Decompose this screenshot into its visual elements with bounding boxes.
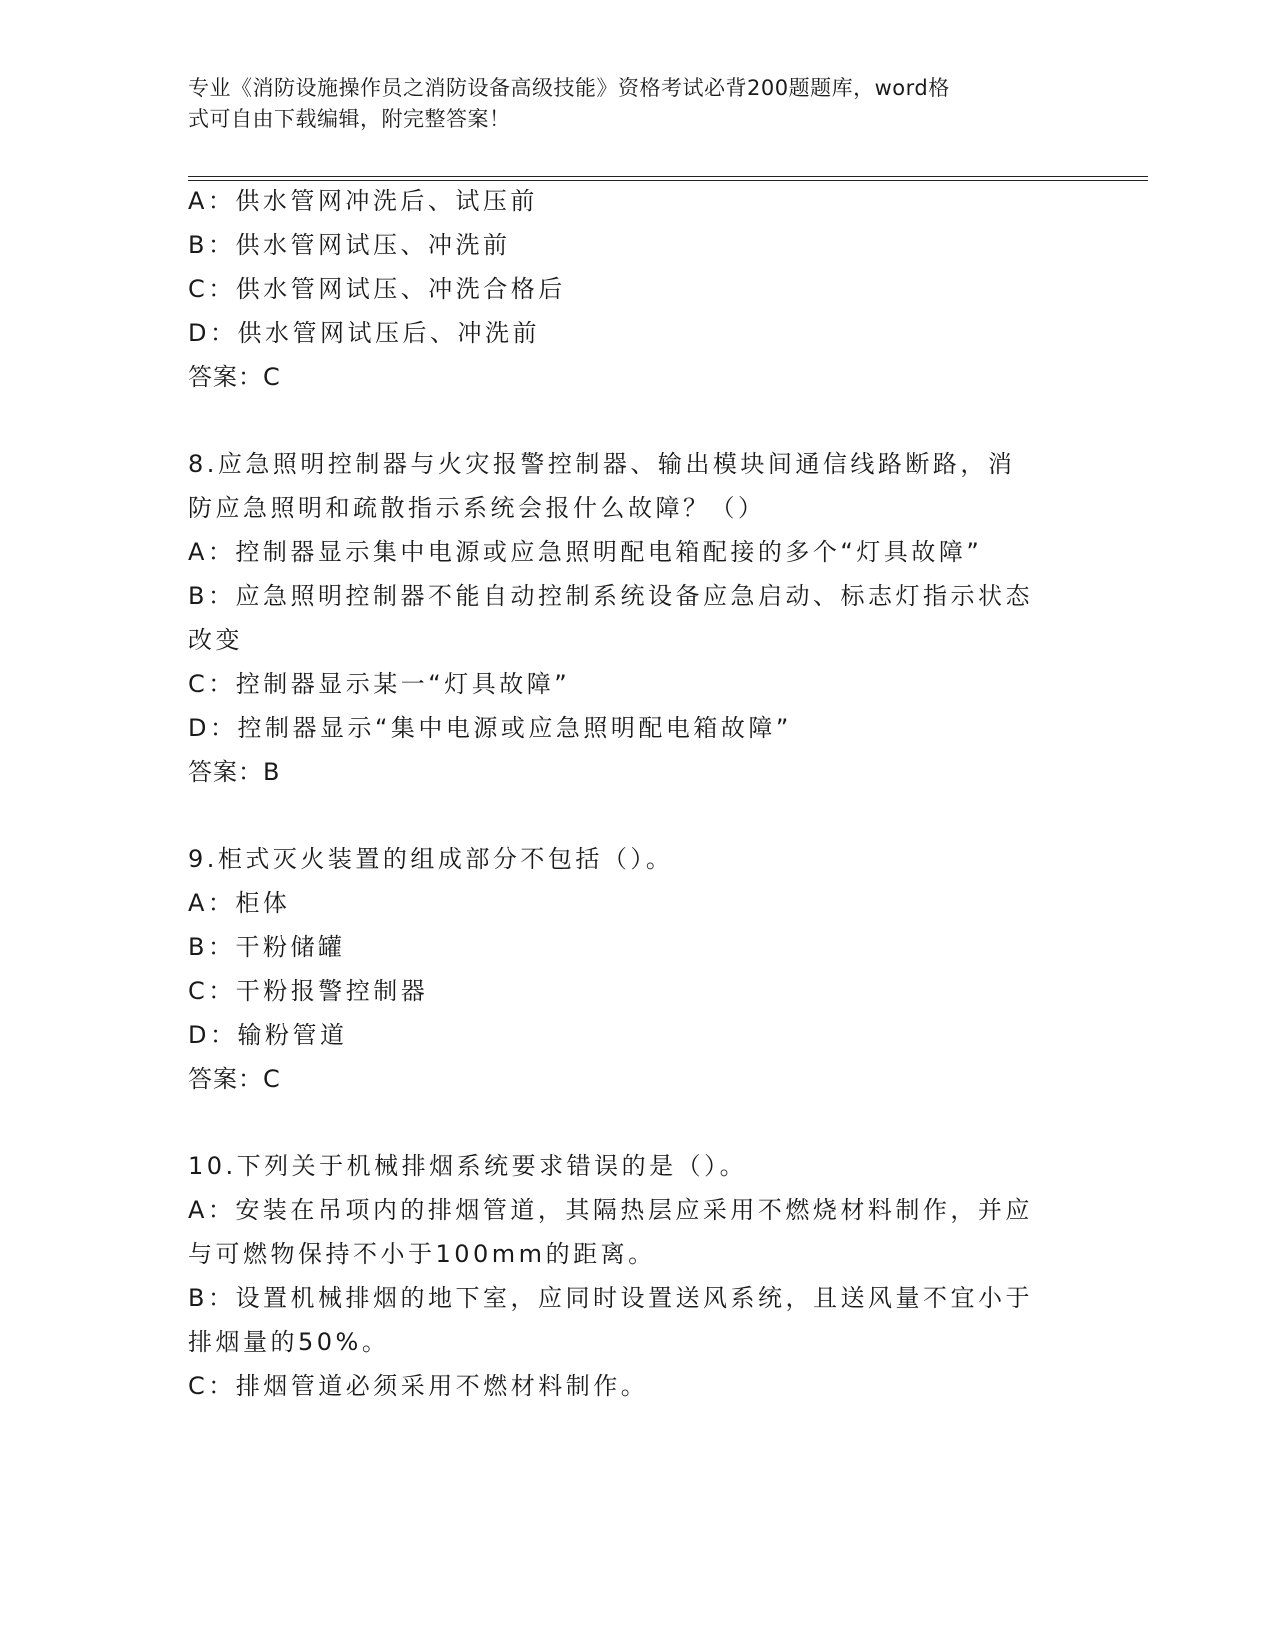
q7-option-d: D：供水管网试压后、冲洗前 — [188, 319, 540, 347]
q10-option-a-line-2: 与可燃物保持不小于100mm的距离。 — [188, 1240, 656, 1268]
q9-option-d: D：输粉管道 — [188, 1021, 348, 1049]
q10-option-a-line-1: A：安装在吊项内的排烟管道，其隔热层应采用不燃烧材料制作，并应 — [188, 1196, 1033, 1224]
q10-option-b-line-2: 排烟量的50%。 — [188, 1328, 390, 1356]
document-header — [188, 73, 1068, 135]
q10-stem: 10.下列关于机械排烟系统要求错误的是（）。 — [188, 1152, 748, 1180]
q8-option-b-line-2: 改变 — [188, 626, 243, 654]
q9-option-b: B：干粉储罐 — [188, 933, 346, 961]
q8-option-b-line-1: B：应急照明控制器不能自动控制系统设备应急启动、标志灯指示状态 — [188, 582, 1033, 610]
q7-option-c: C：供水管网试压、冲洗合格后 — [188, 275, 566, 303]
q7-answer: 答案：C — [188, 363, 281, 391]
q8-stem-line-2: 防应急照明和疏散指示系统会报什么故障？（） — [188, 494, 766, 522]
q7-option-b: B：供水管网试压、冲洗前 — [188, 231, 511, 259]
header-line-2: 式可自由下载编辑，附完整答案！ — [188, 107, 511, 131]
header-line-1: 专业《消防设施操作员之消防设备高级技能》资格考试必背200题题库，word格 — [188, 76, 950, 100]
q9-answer: 答案：C — [188, 1065, 281, 1093]
q10-option-c: C：排烟管道必须采用不燃材料制作。 — [188, 1372, 649, 1400]
q8-answer: 答案：B — [188, 758, 281, 786]
q8-option-d: D：控制器显示“集中电源或应急照明配电箱故障” — [188, 714, 792, 742]
q8-option-a: A：控制器显示集中电源或应急照明配电箱配接的多个“灯具故障” — [188, 538, 983, 566]
q9-option-c: C：干粉报警控制器 — [188, 977, 429, 1005]
q9-stem: 9.柜式灭火装置的组成部分不包括（）。 — [188, 845, 674, 873]
q8-stem-line-1: 8.应急照明控制器与火灾报警控制器、输出模块间通信线路断路，消 — [188, 450, 1016, 478]
q10-option-b-line-1: B：设置机械排烟的地下室，应同时设置送风系统，且送风量不宜小于 — [188, 1284, 1033, 1312]
q8-option-c: C：控制器显示某一“灯具故障” — [188, 670, 571, 698]
q7-option-a: A：供水管网冲洗后、试压前 — [188, 187, 538, 215]
q9-option-a: A：柜体 — [188, 889, 291, 917]
